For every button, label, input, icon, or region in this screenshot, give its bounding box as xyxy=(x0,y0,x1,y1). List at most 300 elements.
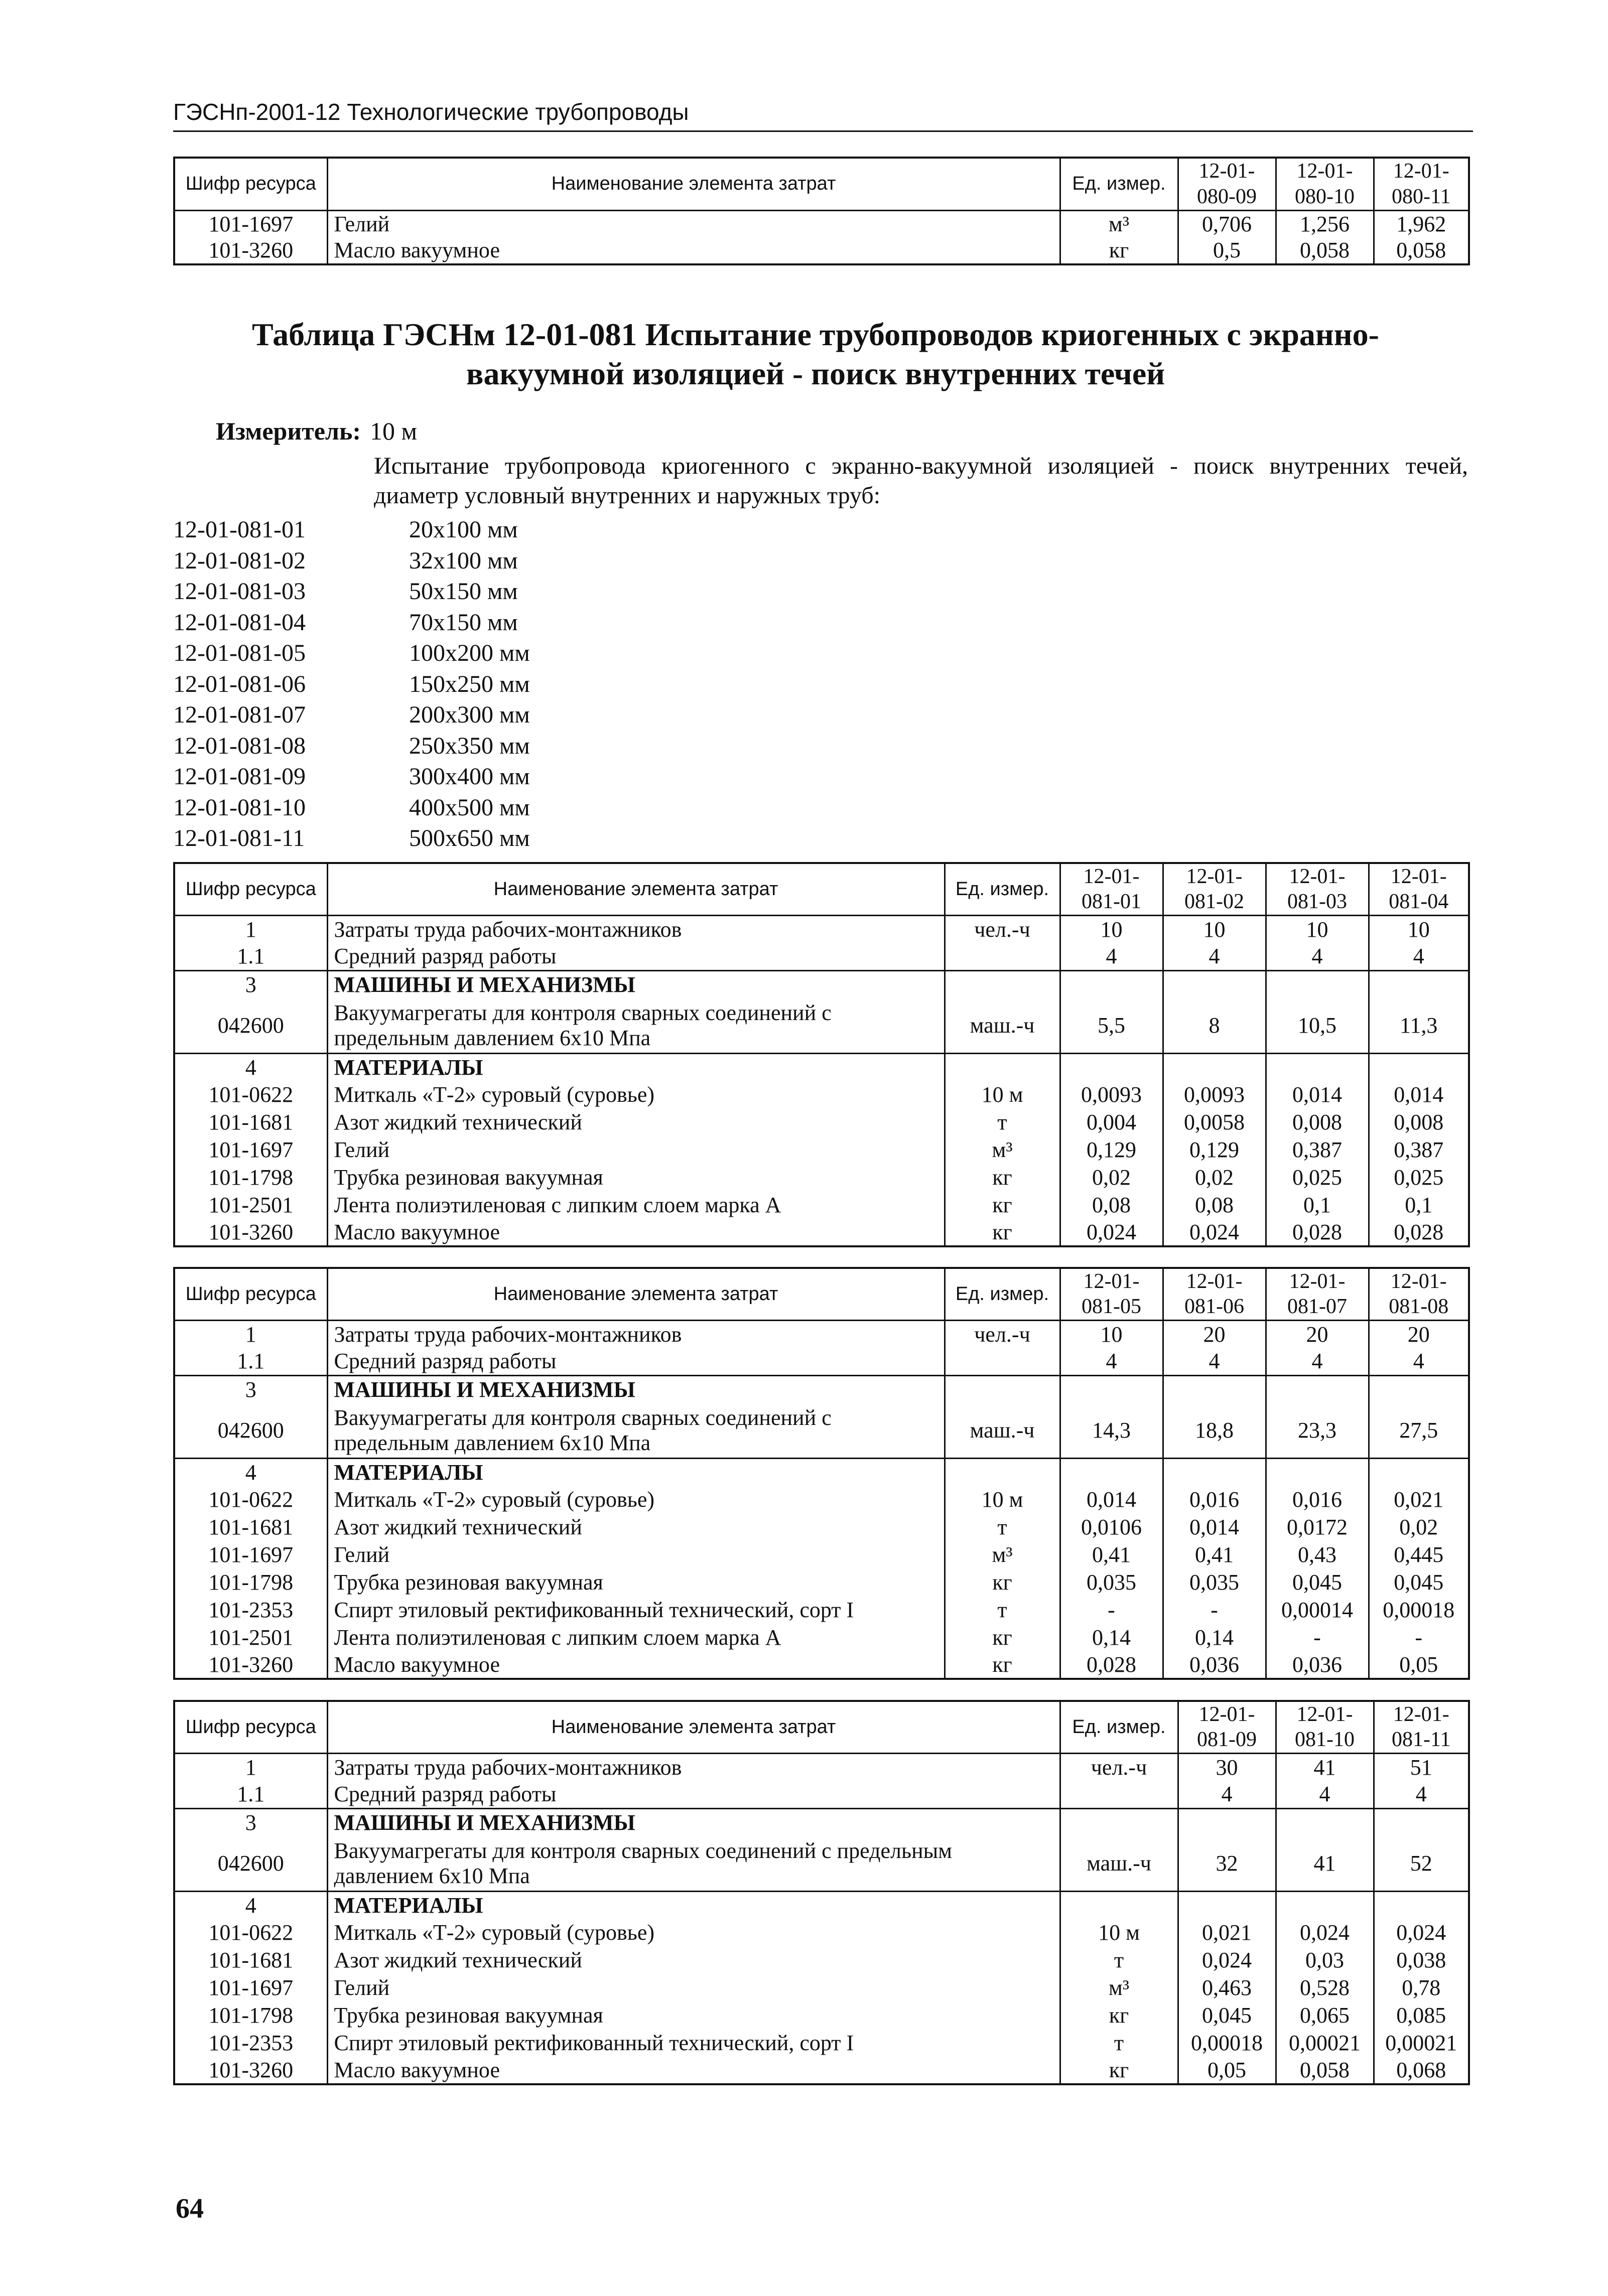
col-header-norm-line-1: 12-01- xyxy=(1296,160,1353,183)
resource-value: 10,5 xyxy=(1266,998,1369,1053)
table-row xyxy=(174,915,1469,943)
resource-name: Гелий xyxy=(327,210,1060,237)
resource-value xyxy=(1369,1053,1469,1081)
resource-code: 101-1798 xyxy=(208,1569,294,1595)
resource-value: 4 xyxy=(1178,1781,1276,1808)
resource-value: 0,004 xyxy=(1060,1108,1163,1136)
resource-unit: маш.-ч xyxy=(945,998,1060,1053)
col-header-norm-line-2: 081-03 xyxy=(1287,890,1347,914)
resource-value: 0,14 xyxy=(1163,1624,1266,1651)
resource-value: 0,024 xyxy=(1163,1219,1266,1246)
table-row xyxy=(174,1081,1469,1108)
measure-line xyxy=(216,416,417,446)
resource-value: 18,8 xyxy=(1163,1403,1266,1458)
resource-value: 0,058 xyxy=(1276,2057,1374,2084)
resource-value: 32 xyxy=(1178,1836,1276,1891)
resource-code: 101-1697 xyxy=(208,211,294,236)
resource-value: 0,014 xyxy=(1369,1081,1469,1108)
table-row xyxy=(174,1320,1469,1348)
resource-value: 4 xyxy=(1374,1781,1469,1808)
resource-value: 0,085 xyxy=(1374,2001,1469,2029)
resource-unit: т xyxy=(945,1513,1060,1541)
resource-unit: кг xyxy=(945,1164,1060,1191)
resource-name: Трубка резиновая вакуумная xyxy=(327,2001,1060,2029)
resource-value: 4 xyxy=(1060,943,1163,970)
norm-item-size: 200х300 мм xyxy=(409,701,530,728)
norm-item xyxy=(173,823,530,854)
table-row xyxy=(174,1053,1469,1081)
resource-unit: м³ xyxy=(945,1136,1060,1164)
table-row xyxy=(174,237,1469,264)
resource-code: 101-3260 xyxy=(208,2057,294,2082)
resource-value: 0,00014 xyxy=(1266,1596,1369,1624)
resource-value: 0,78 xyxy=(1374,1974,1469,2001)
col-header-norm xyxy=(1374,1701,1469,1753)
col-header-norm xyxy=(1266,863,1369,915)
resource-code: 3 xyxy=(174,1808,327,1836)
resource-value: 0,045 xyxy=(1178,2001,1276,2029)
resource-code: 101-1697 xyxy=(208,1975,294,2000)
norm-item-code: 12-01-081-07 xyxy=(173,701,306,728)
col-header-norm xyxy=(1276,1701,1374,1753)
table-row xyxy=(174,1753,1469,1781)
table-row xyxy=(174,1486,1469,1513)
resource-unit: т xyxy=(1060,2029,1178,2057)
resource-value: 0,024 xyxy=(1276,1919,1374,1946)
resource-value: 0,035 xyxy=(1163,1568,1266,1596)
resource-name: Гелий xyxy=(327,1974,1060,2001)
resource-value xyxy=(1060,1458,1163,1486)
resource-value xyxy=(1266,970,1369,998)
resource-value xyxy=(1266,1458,1369,1486)
resource-value: 20 xyxy=(1163,1320,1266,1348)
resource-value: 10 xyxy=(1060,1320,1163,1348)
resource-unit: кг xyxy=(945,1568,1060,1596)
resource-name: Азот жидкий технический xyxy=(327,1946,1060,1974)
resource-value: 0,068 xyxy=(1374,2057,1469,2084)
resource-value: 0,08 xyxy=(1163,1191,1266,1219)
table-row xyxy=(174,1458,1469,1486)
norm-item-size: 50х150 мм xyxy=(409,578,518,605)
resource-name: Миткаль «Т-2» суровый (суровье) xyxy=(327,1081,945,1108)
table-row xyxy=(174,210,1469,237)
resource-value: 0,528 xyxy=(1276,1974,1374,2001)
col-header-norm-line-2: 080-10 xyxy=(1295,185,1355,208)
section-title: МАШИНЫ И МЕХАНИЗМЫ xyxy=(327,970,945,998)
resource-code: 101-0622 xyxy=(208,1920,294,1945)
resource-unit: чел.-ч xyxy=(945,915,1060,943)
resource-value: 4 xyxy=(1266,1348,1369,1375)
resource-name: Миткаль «Т-2» суровый (суровье) xyxy=(327,1486,945,1513)
norm-item-size: 70х150 мм xyxy=(409,609,518,636)
resource-code: 101-1681 xyxy=(208,1109,294,1134)
table-row xyxy=(174,943,1469,970)
resource-value: 0,036 xyxy=(1163,1651,1266,1679)
resource-unit: кг xyxy=(945,1651,1060,1679)
resource-name: Затраты труда рабочих-монтажников xyxy=(327,1320,945,1348)
resource-unit: 10 м xyxy=(1060,1919,1178,1946)
resource-unit: 10 м xyxy=(945,1486,1060,1513)
resource-value: 4 xyxy=(1369,1348,1469,1375)
col-header-unit: Ед. измер. xyxy=(945,1268,1060,1320)
col-header-norm-line-2: 081-01 xyxy=(1082,890,1141,914)
resource-value: 10 xyxy=(1266,915,1369,943)
table-title-line-1: Таблица ГЭСНм 12-01-081 Испытание трубопроводов криогенных с экранно- xyxy=(252,317,1379,352)
resource-value xyxy=(1266,1053,1369,1081)
work-description: Испытание трубопровода криогенного с экранно-вакуумной изоляцией - поиск внутренних течей, диаметр условный внутренних и наружных труб: xyxy=(374,453,1468,509)
resource-value xyxy=(1276,1891,1374,1919)
col-header-norm-line-2: 081-04 xyxy=(1389,890,1449,914)
col-header-code: Шифр ресурса xyxy=(174,1268,327,1320)
col-header-norm-line-2: 081-02 xyxy=(1184,890,1244,914)
resource-table-top xyxy=(173,157,1470,265)
resource-value: 0,021 xyxy=(1178,1919,1276,1946)
table-row xyxy=(174,1403,1469,1458)
resource-code: 101-1681 xyxy=(208,1947,294,1972)
resource-value: 0,028 xyxy=(1060,1651,1163,1679)
col-header-norm-line-2: 081-11 xyxy=(1392,1728,1451,1752)
resource-value: 0,021 xyxy=(1369,1486,1469,1513)
norm-item xyxy=(173,669,530,700)
col-header-norm xyxy=(1060,1268,1163,1320)
table-row xyxy=(174,1891,1469,1919)
resource-code: 101-0622 xyxy=(208,1487,294,1512)
table-row xyxy=(174,1108,1469,1136)
col-header-norm-line-2: 081-09 xyxy=(1197,1728,1257,1752)
resource-code: 3 xyxy=(174,970,327,998)
resource-code: 042600 xyxy=(217,1013,284,1038)
table-row xyxy=(174,1974,1469,2001)
resource-unit: м³ xyxy=(945,1541,1060,1568)
resource-value: 23,3 xyxy=(1266,1403,1369,1458)
resource-unit: кг xyxy=(1060,2057,1178,2084)
resource-code: 101-2353 xyxy=(208,2030,294,2055)
resource-value xyxy=(1369,970,1469,998)
table-row xyxy=(174,970,1469,998)
resource-value: 0,016 xyxy=(1266,1486,1369,1513)
col-header-unit: Ед. измер. xyxy=(1060,1701,1178,1753)
table-row xyxy=(174,1919,1469,1946)
col-header-norm xyxy=(1163,1268,1266,1320)
resource-value xyxy=(1178,1808,1276,1836)
resource-value xyxy=(1060,970,1163,998)
resource-value: 0,387 xyxy=(1369,1136,1469,1164)
resource-value: 0,008 xyxy=(1266,1108,1369,1136)
col-header-norm xyxy=(1374,158,1469,210)
resource-value: 0,5 xyxy=(1178,237,1276,264)
resource-name: Спирт этиловый ректификованный технический, сорт I xyxy=(327,1596,945,1624)
resource-value: - xyxy=(1266,1624,1369,1651)
resource-unit: кг xyxy=(945,1624,1060,1651)
resource-value: 14,3 xyxy=(1060,1403,1163,1458)
resource-value: 0,1 xyxy=(1369,1191,1469,1219)
resource-value: 0,024 xyxy=(1178,1946,1276,1974)
resource-value: 0,0058 xyxy=(1163,1108,1266,1136)
resource-value: 0,706 xyxy=(1178,210,1276,237)
col-header-norm-line-1: 12-01- xyxy=(1289,1270,1346,1293)
resource-value: 0,045 xyxy=(1369,1568,1469,1596)
resource-value xyxy=(1163,1053,1266,1081)
resource-unit: кг xyxy=(945,1219,1060,1246)
resource-unit xyxy=(945,1375,1060,1403)
resource-code: 101-1697 xyxy=(208,1542,294,1567)
norm-item xyxy=(173,731,530,762)
resource-value: - xyxy=(1163,1596,1266,1624)
norm-item xyxy=(173,792,530,823)
resource-code: 042600 xyxy=(217,1417,284,1443)
resource-value: 5,5 xyxy=(1060,998,1163,1053)
resource-value: 4 xyxy=(1060,1348,1163,1375)
resource-unit xyxy=(945,943,1060,970)
col-header-norm-line-1: 12-01- xyxy=(1186,865,1243,888)
resource-value xyxy=(1374,1891,1469,1919)
col-header-name: Наименование элемента затрат xyxy=(327,1268,945,1320)
norm-item-code: 12-01-081-06 xyxy=(173,670,306,697)
resource-code: 101-1798 xyxy=(208,2002,294,2028)
resource-value: 0,41 xyxy=(1060,1541,1163,1568)
table-row xyxy=(174,1596,1469,1624)
table-title xyxy=(173,315,1458,393)
section-title: МАШИНЫ И МЕХАНИЗМЫ xyxy=(327,1808,1060,1836)
resource-name: Гелий xyxy=(327,1541,945,1568)
norm-item-size: 20х100 мм xyxy=(409,516,518,543)
resource-code: 3 xyxy=(174,1375,327,1403)
resource-value: 0,028 xyxy=(1266,1219,1369,1246)
table-header-row xyxy=(174,158,1469,210)
col-header-norm xyxy=(1060,863,1163,915)
resource-table-081-05-08 xyxy=(173,1267,1470,1680)
resource-value: 1,256 xyxy=(1276,210,1374,237)
col-header-norm xyxy=(1266,1268,1369,1320)
resource-value: 0,028 xyxy=(1369,1219,1469,1246)
resource-name: Трубка резиновая вакуумная xyxy=(327,1568,945,1596)
col-header-name: Наименование элемента затрат xyxy=(327,158,1060,210)
table-row xyxy=(174,1568,1469,1596)
norm-item-code: 12-01-081-09 xyxy=(173,763,306,790)
resource-value: 0,008 xyxy=(1369,1108,1469,1136)
resource-value: 30 xyxy=(1178,1753,1276,1781)
resource-value: 0,463 xyxy=(1178,1974,1276,2001)
resource-value: 10 xyxy=(1369,915,1469,943)
resource-code: 4 xyxy=(174,1891,327,1919)
table-row xyxy=(174,1836,1469,1891)
resource-name: Средний разряд работы xyxy=(327,1781,1060,1808)
col-header-norm-line-2: 080-09 xyxy=(1197,185,1257,208)
resource-value: 0,0093 xyxy=(1060,1081,1163,1108)
section-title: МАТЕРИАЛЫ xyxy=(327,1891,1060,1919)
resource-value: 1,962 xyxy=(1374,210,1469,237)
norm-item-code: 12-01-081-05 xyxy=(173,640,306,666)
col-header-norm xyxy=(1276,158,1374,210)
resource-value: 4 xyxy=(1163,1348,1266,1375)
resource-unit xyxy=(945,1348,1060,1375)
col-header-name: Наименование элемента затрат xyxy=(327,1701,1060,1753)
resource-name: Средний разряд работы xyxy=(327,943,945,970)
resource-value: 0,05 xyxy=(1178,2057,1276,2084)
resource-value: 41 xyxy=(1276,1836,1374,1891)
col-header-norm-line-2: 081-06 xyxy=(1184,1295,1244,1319)
resource-code: 101-1681 xyxy=(208,1514,294,1539)
resource-code: 101-1798 xyxy=(208,1165,294,1190)
resource-value: 0,014 xyxy=(1266,1081,1369,1108)
resource-value xyxy=(1163,970,1266,998)
col-header-norm xyxy=(1178,1701,1276,1753)
table-row xyxy=(174,1513,1469,1541)
table-row xyxy=(174,1651,1469,1679)
col-header-unit: Ед. измер. xyxy=(1060,158,1178,210)
resource-value xyxy=(1178,1891,1276,1919)
resource-name: Масло вакуумное xyxy=(327,1651,945,1679)
col-header-norm xyxy=(1369,863,1469,915)
table-row xyxy=(174,1808,1469,1836)
norm-item-size: 400х500 мм xyxy=(409,794,530,821)
resource-name: Затраты труда рабочих-монтажников xyxy=(327,915,945,943)
resource-value xyxy=(1276,1808,1374,1836)
resource-value: 20 xyxy=(1266,1320,1369,1348)
resource-value: 0,016 xyxy=(1163,1486,1266,1513)
resource-code: 1 xyxy=(245,1755,256,1780)
resource-value: 0,065 xyxy=(1276,2001,1374,2029)
norm-item-size: 300х400 мм xyxy=(409,763,530,790)
resource-table-081-01-04 xyxy=(173,862,1470,1247)
col-header-norm-line-1: 12-01- xyxy=(1390,865,1447,888)
resource-value: 8 xyxy=(1163,998,1266,1053)
norm-item xyxy=(173,638,530,669)
resource-value xyxy=(1060,1375,1163,1403)
table-row xyxy=(174,1375,1469,1403)
col-header-norm-line-1: 12-01- xyxy=(1083,1270,1140,1293)
resource-unit: кг xyxy=(945,1191,1060,1219)
col-header-norm xyxy=(1163,863,1266,915)
page-number: 64 xyxy=(176,2193,204,2224)
resource-value: 0,00021 xyxy=(1374,2029,1469,2057)
col-header-name: Наименование элемента затрат xyxy=(327,863,945,915)
table-header-row xyxy=(174,1701,1469,1753)
resource-value: 0,03 xyxy=(1276,1946,1374,1974)
resource-code: 1.1 xyxy=(237,944,265,969)
resource-value: 11,3 xyxy=(1369,998,1469,1053)
table-row xyxy=(174,2001,1469,2029)
resource-value: - xyxy=(1060,1596,1163,1624)
norm-item-code: 12-01-081-11 xyxy=(173,825,305,851)
resource-code: 101-3260 xyxy=(208,1652,294,1677)
resource-value: 0,02 xyxy=(1163,1164,1266,1191)
norm-items-list xyxy=(173,514,530,854)
resource-value: 52 xyxy=(1374,1836,1469,1891)
col-header-norm-line-2: 080-11 xyxy=(1392,185,1451,208)
resource-value: 0,02 xyxy=(1060,1164,1163,1191)
norm-item xyxy=(173,545,530,577)
resource-value: 27,5 xyxy=(1369,1403,1469,1458)
table-row xyxy=(174,1164,1469,1191)
resource-unit: чел.-ч xyxy=(945,1320,1060,1348)
resource-code: 101-2501 xyxy=(208,1625,294,1650)
resource-unit: т xyxy=(945,1596,1060,1624)
col-header-code: Шифр ресурса xyxy=(174,1701,327,1753)
resource-value: 10 xyxy=(1163,915,1266,943)
resource-unit xyxy=(1060,1891,1178,1919)
resource-value: 0,14 xyxy=(1060,1624,1163,1651)
resource-code: 1.1 xyxy=(237,1349,265,1374)
norm-item xyxy=(173,699,530,731)
table-row xyxy=(174,1541,1469,1568)
table-row xyxy=(174,1191,1469,1219)
resource-value xyxy=(1374,1808,1469,1836)
norm-item xyxy=(173,514,530,545)
resource-code: 1.1 xyxy=(237,1782,265,1807)
col-header-norm-line-1: 12-01- xyxy=(1296,1703,1353,1726)
resource-value: 41 xyxy=(1276,1753,1374,1781)
resource-value: 0,038 xyxy=(1374,1946,1469,1974)
norm-item xyxy=(173,607,530,638)
norm-item-size: 250х350 мм xyxy=(409,732,530,759)
norm-item-size: 100х200 мм xyxy=(409,640,530,666)
resource-value: 4 xyxy=(1369,943,1469,970)
resource-value: 20 xyxy=(1369,1320,1469,1348)
col-header-code: Шифр ресурса xyxy=(174,863,327,915)
resource-value: 0,058 xyxy=(1276,237,1374,264)
resource-value: 0,045 xyxy=(1266,1568,1369,1596)
col-header-norm-line-1: 12-01- xyxy=(1083,865,1140,888)
norm-item-size: 500х650 мм xyxy=(409,825,530,851)
table-row xyxy=(174,2057,1469,2084)
resource-value: 0,05 xyxy=(1369,1651,1469,1679)
norm-item-code: 12-01-081-04 xyxy=(173,609,306,636)
resource-name: Затраты труда рабочих-монтажников xyxy=(327,1753,1060,1781)
resource-code: 4 xyxy=(174,1053,327,1081)
resource-value: 0,08 xyxy=(1060,1191,1163,1219)
resource-value: 0,02 xyxy=(1369,1513,1469,1541)
resource-value: 0,025 xyxy=(1266,1164,1369,1191)
norm-item xyxy=(173,761,530,792)
resource-code: 101-3260 xyxy=(208,238,294,263)
resource-unit xyxy=(945,1053,1060,1081)
resource-unit: т xyxy=(1060,1946,1178,1974)
resource-code: 042600 xyxy=(217,1850,284,1876)
resource-code: 101-2353 xyxy=(208,1597,294,1622)
resource-name: Миткаль «Т-2» суровый (суровье) xyxy=(327,1919,1060,1946)
resource-code: 101-0622 xyxy=(208,1082,294,1107)
resource-value xyxy=(1060,1053,1163,1081)
resource-name: Средний разряд работы xyxy=(327,1348,945,1375)
table-row xyxy=(174,1348,1469,1375)
resource-value: 4 xyxy=(1276,1781,1374,1808)
resource-value xyxy=(1266,1375,1369,1403)
resource-value: 0,0093 xyxy=(1163,1081,1266,1108)
resource-unit: маш.-ч xyxy=(1060,1836,1178,1891)
resource-value: 0,014 xyxy=(1060,1486,1163,1513)
resource-value: 0,058 xyxy=(1374,237,1469,264)
resource-unit xyxy=(1060,1781,1178,1808)
resource-name: Азот жидкий технический xyxy=(327,1513,945,1541)
resource-name: Масло вакуумное xyxy=(327,2057,1060,2084)
resource-unit: т xyxy=(945,1108,1060,1136)
resource-value: 0,00018 xyxy=(1369,1596,1469,1624)
resource-value: 0,00021 xyxy=(1276,2029,1374,2057)
resource-value: 0,024 xyxy=(1060,1219,1163,1246)
resource-code: 101-3260 xyxy=(208,1219,294,1244)
norm-item-size: 32х100 мм xyxy=(409,547,518,574)
resource-unit: маш.-ч xyxy=(945,1403,1060,1458)
resource-code: 1 xyxy=(245,1322,256,1347)
resource-value: 0,035 xyxy=(1060,1568,1163,1596)
resource-name: Спирт этиловый ректификованный технический, сорт I xyxy=(327,2029,1060,2057)
section-title: МАТЕРИАЛЫ xyxy=(327,1458,945,1486)
resource-name: Вакуумагрегаты для контроля сварных соединений с предельным давлением 6х10 Мпа xyxy=(327,998,945,1053)
norm-item-code: 12-01-081-03 xyxy=(173,578,306,605)
norm-item-code: 12-01-081-08 xyxy=(173,732,306,759)
col-header-norm-line-1: 12-01- xyxy=(1393,160,1449,183)
